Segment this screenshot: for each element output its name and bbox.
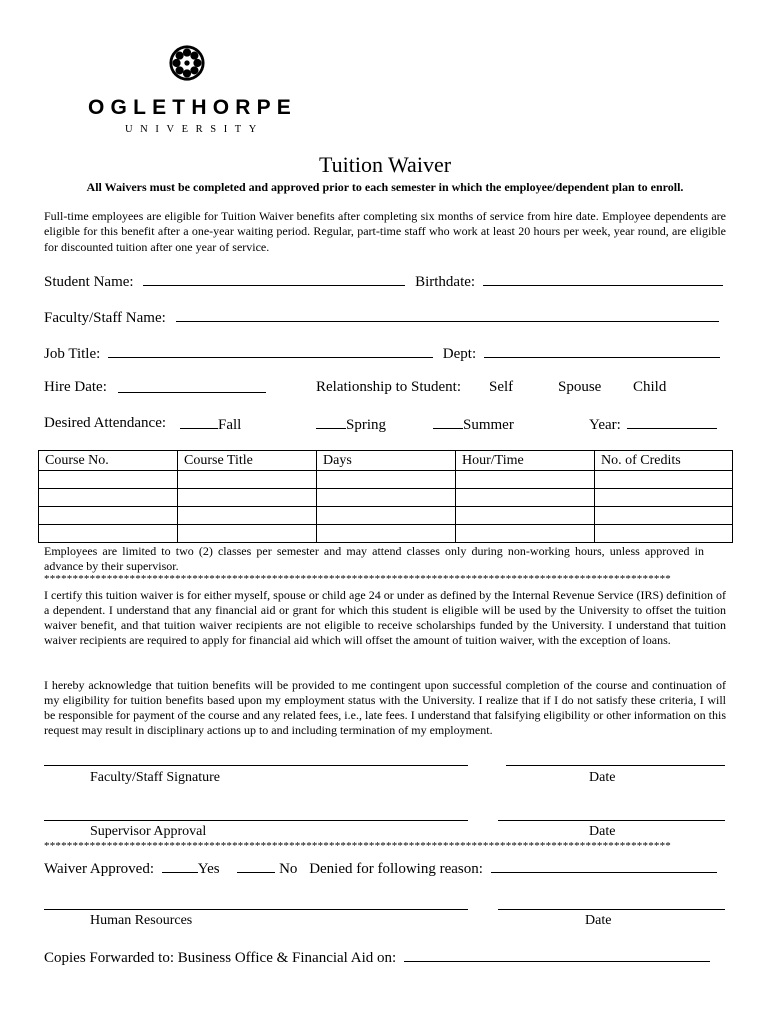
- dept-label: Dept:: [442, 346, 477, 362]
- table-cell[interactable]: [456, 471, 595, 489]
- relationship-option-self[interactable]: Self: [489, 379, 514, 395]
- certify-text: I certify this tuition waiver is for either myself, spouse or child age 24 or under as defined by the Internal Revenue Service (IRS) definition of a dependent. I understand that any financial aid or grant for which this student is eligible will be used by the University to offset the tuition waiver benefit, and that tuition waiver recipients are not eligible to receive scholarships funded by the University. I understand that tuition waiver recipients are required to apply for financial aid which will offset the amount of tuition waiver, with the exception of loans.: [44, 588, 726, 647]
- org-name: OGLETHORPE: [88, 96, 298, 119]
- birthdate-field[interactable]: [483, 272, 723, 286]
- table-cell[interactable]: [317, 489, 456, 507]
- waiver-approval-row: [44, 859, 717, 878]
- yes-label: Yes: [197, 861, 220, 877]
- faculty-staff-name-label: Faculty/Staff Name:: [44, 310, 166, 326]
- hire-date-field[interactable]: [118, 379, 266, 393]
- job-title-field[interactable]: [108, 344, 433, 358]
- table-cell[interactable]: [39, 489, 178, 507]
- table-cell[interactable]: [456, 525, 595, 543]
- job-title-row: [44, 344, 720, 363]
- table-row: [39, 489, 733, 507]
- relationship-option-spouse[interactable]: Spouse: [558, 379, 602, 395]
- faculty-staff-date-line[interactable]: [506, 765, 725, 766]
- year-row: [589, 415, 717, 434]
- table-row: [39, 525, 733, 543]
- eligibility-paragraph: Full-time employees are eligible for Tuition Waiver benefits after completing six months of service from hire date. Employee dependents are eligible for this benefit after a one-year waiting period. Regular, part-time staff who work at least 20 hours per week, year round, are eligible for discounted tuition after one year of service.: [44, 209, 726, 254]
- denied-reason-field[interactable]: [491, 859, 717, 873]
- table-row: [39, 507, 733, 525]
- table-cell[interactable]: [456, 507, 595, 525]
- table-cell[interactable]: [178, 471, 317, 489]
- year-field[interactable]: [627, 415, 717, 429]
- table-cell[interactable]: [595, 489, 733, 507]
- course-table: [38, 450, 733, 543]
- relationship-option-child[interactable]: Child: [633, 379, 667, 395]
- supervisor-approval-label: Supervisor Approval: [90, 824, 207, 839]
- supervisor-date-line[interactable]: [498, 820, 725, 821]
- faculty-staff-name-row: [44, 308, 719, 327]
- table-cell[interactable]: [595, 525, 733, 543]
- divider: **************************************************************************************************************: [44, 573, 671, 585]
- human-resources-label: Human Resources: [90, 913, 193, 928]
- table-cell[interactable]: [39, 525, 178, 543]
- hr-date-line[interactable]: [498, 909, 725, 910]
- course-table-header: [39, 451, 733, 471]
- supervisor-signature-line[interactable]: [44, 820, 468, 821]
- hire-date-label: Hire Date:: [44, 379, 107, 395]
- table-cell[interactable]: [456, 489, 595, 507]
- birthdate-label: Birthdate:: [415, 274, 476, 290]
- faculty-staff-signature-label: Faculty/Staff Signature: [90, 770, 220, 785]
- table-row: [39, 471, 733, 489]
- days-header: Days: [317, 451, 456, 471]
- approved-no-blank[interactable]: [237, 859, 275, 873]
- table-cell[interactable]: [178, 489, 317, 507]
- class-limits-text: Employees are limited to two (2) classes per semester and may attend classes only during non-working hours, unless approved in advance by their supervisor.: [44, 544, 704, 573]
- table-cell[interactable]: [178, 525, 317, 543]
- no-label: No: [279, 861, 298, 877]
- divider: **************************************************************************************************************: [44, 840, 671, 852]
- table-cell[interactable]: [39, 471, 178, 489]
- table-cell[interactable]: [317, 471, 456, 489]
- copies-forwarded-row: [44, 948, 710, 967]
- faculty-staff-date-label: Date: [589, 770, 616, 785]
- table-cell[interactable]: [595, 471, 733, 489]
- course-title-header: Course Title: [178, 451, 317, 471]
- relationship-label: Relationship to Student:: [316, 379, 461, 395]
- table-cell[interactable]: [595, 507, 733, 525]
- table-cell[interactable]: [317, 507, 456, 525]
- supervisor-date-label: Date: [589, 824, 616, 839]
- org-subtitle: UNIVERSITY: [125, 124, 264, 135]
- table-cell[interactable]: [178, 507, 317, 525]
- spring-blank[interactable]: [316, 415, 346, 429]
- faculty-staff-name-field[interactable]: [176, 308, 719, 322]
- ornamental-seal-icon: [168, 44, 206, 82]
- summer-blank[interactable]: [433, 415, 463, 429]
- summer-label: Summer: [463, 417, 514, 433]
- year-label: Year:: [589, 417, 621, 433]
- dept-field[interactable]: [484, 344, 720, 358]
- copies-forwarded-date-field[interactable]: [404, 948, 710, 962]
- form-notice: All Waivers must be completed and approved prior to each semester in which the employee/dependent plan to enroll.: [86, 180, 684, 194]
- hour-time-header: Hour/Time: [456, 451, 595, 471]
- table-cell[interactable]: [39, 507, 178, 525]
- acknowledge-text: I hereby acknowledge that tuition benefits will be provided to me contingent upon successful completion of the course and continuation of my eligibility for tuition benefits based upon my employment status with the University. I realize that if I do not satisfy these criteria, I will be responsible for payment of the course and any related fees, i.e., late fees. I understand that falsifying eligibility or other information on this request may result in disciplinary actions up to and including termination of my employment.: [44, 678, 726, 737]
- fall-blank[interactable]: [180, 415, 218, 429]
- form-title: Tuition Waiver: [318, 152, 452, 177]
- student-name-field[interactable]: [143, 272, 405, 286]
- fall-label: Fall: [218, 417, 242, 433]
- credits-header: No. of Credits: [595, 451, 733, 471]
- hr-date-label: Date: [585, 913, 612, 928]
- student-name-row: [44, 272, 723, 291]
- job-title-label: Job Title:: [44, 346, 101, 362]
- denied-reason-label: Denied for following reason:: [309, 861, 483, 877]
- attendance-fall: [180, 415, 241, 434]
- hr-signature-line[interactable]: [44, 909, 468, 910]
- student-name-label: Student Name:: [44, 274, 134, 290]
- table-cell[interactable]: [317, 525, 456, 543]
- desired-attendance-label: Desired Attendance:: [44, 415, 167, 431]
- attendance-spring: [316, 415, 386, 434]
- waiver-approved-label: Waiver Approved:: [44, 861, 155, 877]
- spring-label: Spring: [346, 417, 387, 433]
- copies-forwarded-label: Copies Forwarded to: Business Office & Financial Aid on:: [44, 950, 397, 966]
- course-no-header: Course No.: [39, 451, 178, 471]
- attendance-summer: [433, 415, 514, 434]
- faculty-staff-signature-line[interactable]: [44, 765, 468, 766]
- approved-yes-blank[interactable]: [162, 859, 198, 873]
